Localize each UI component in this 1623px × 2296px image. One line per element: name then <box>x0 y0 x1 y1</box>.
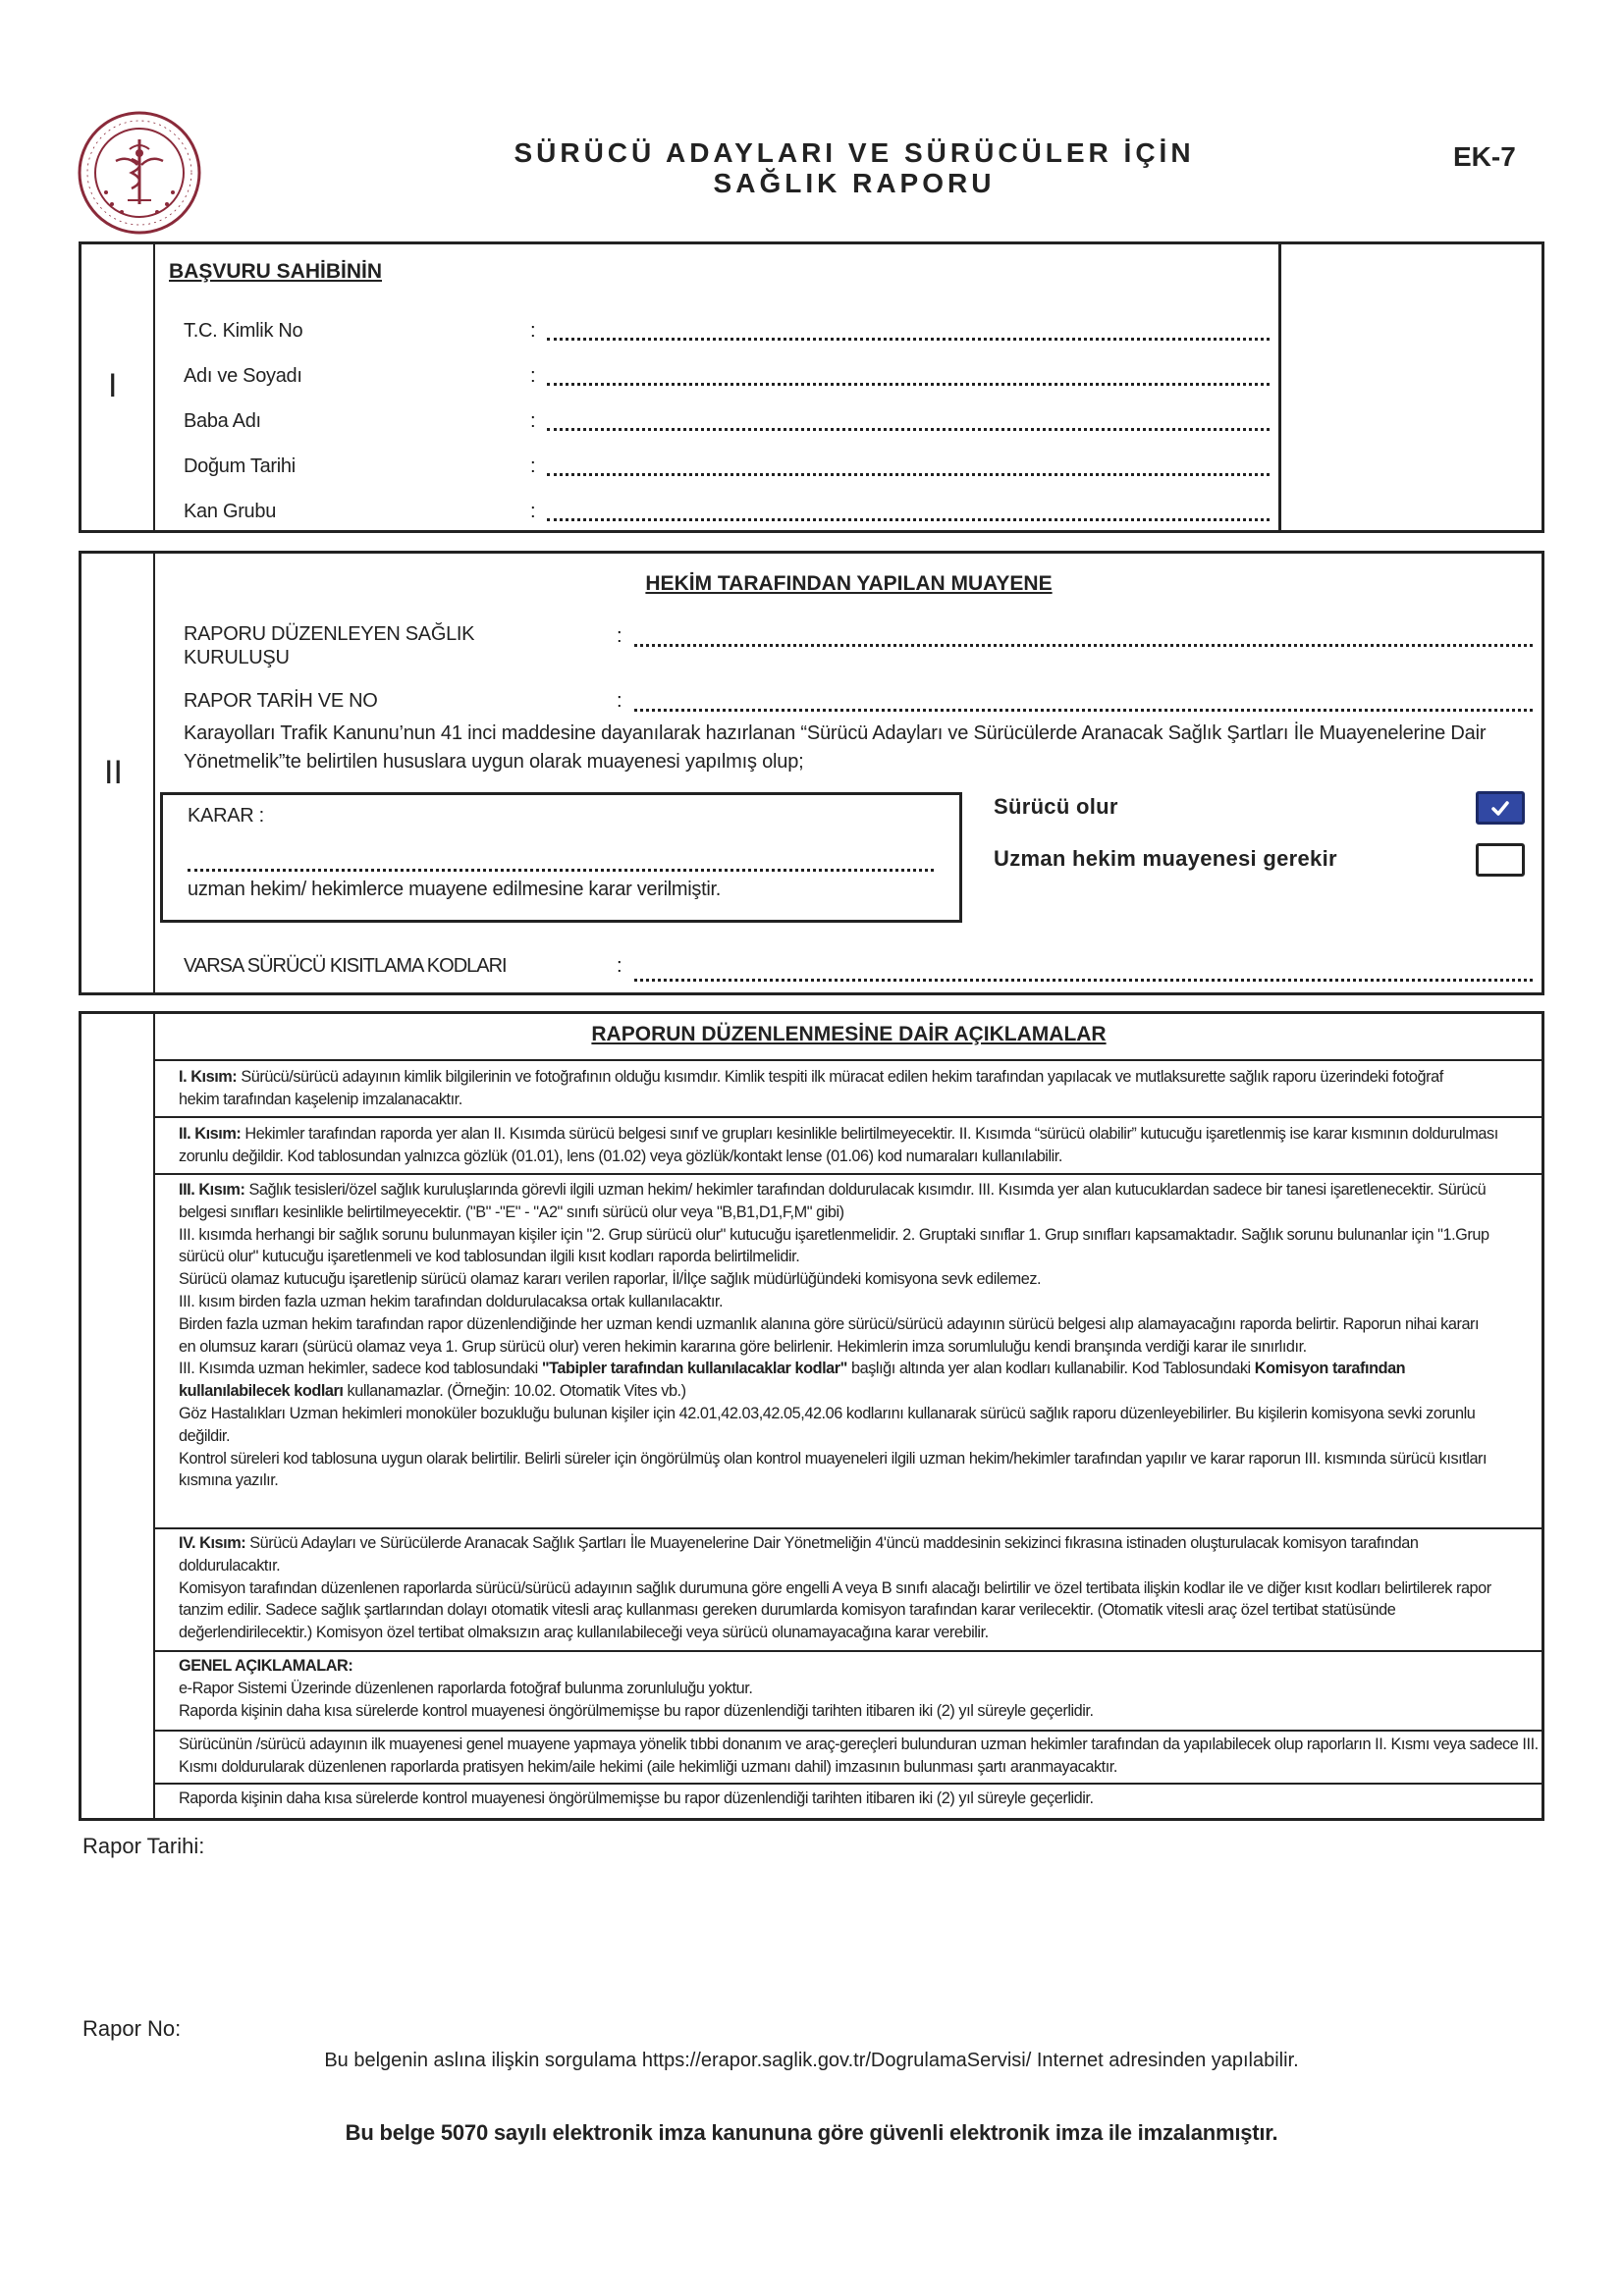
field-label-adi-soyadi: Adı ve Soyadı <box>184 365 302 387</box>
verification-note: Bu belgenin aslına ilişkin sorgulama https://erapor.saglik.gov.tr/DogrulamaServisi/ Internet adresinden yapılabilir. <box>324 2050 1299 2071</box>
row-divider <box>153 1650 1544 1652</box>
institution-colon: : <box>617 625 622 647</box>
institution-value[interactable] <box>634 644 1533 647</box>
section-3-divider <box>153 1011 155 1821</box>
section-1-divider <box>153 241 155 533</box>
row-divider <box>153 1783 1544 1785</box>
kisim-3-paragraph: Kontrol süreleri kod tablosuna uygun olarak belirtilir. Belirli süreler için öngörülmüş olan kontrol muayeneleri ilgili uzman hekim/hekimler tarafından yapılır ve karar raporun III. kısmında sürücü kısıtları kısmına yazılır. <box>179 1449 1488 1490</box>
field-label-dogum-tarihi: Doğum Tarihi <box>184 455 296 477</box>
report-date-no-colon: : <box>617 690 622 712</box>
option-uzman-hekim-checkbox[interactable] <box>1476 843 1525 877</box>
row-divider <box>153 1730 1544 1732</box>
institution-label-line-1: RAPORU DÜZENLEYEN SAĞLIK <box>184 623 475 645</box>
kisim-3-paragraph: III. Kısımda uzman hekimler, sadece kod tablosundaki "Tabipler tarafından kullanılacaklar kodlar" başlığı altında yer alan kodları kullanabilir. Kod Tablosundaki Komisyon tarafından kullanılabilecek kodları kullanamazlar. (Örneğin: 10.02. Otomatik Vites vb.) <box>179 1360 1406 1401</box>
rapor-no-label: Rapor No: <box>82 2016 182 2041</box>
kisim-4-heading: IV. Kısım: <box>179 1534 246 1552</box>
kisim-3-paragraph: Sürücü olamaz kutucuğu işaretlenip sürücü olamaz kararı verilen raporlar, İl/İlçe sağlık müdürlüğündeki komisyona sevk edilemez. <box>179 1270 1042 1289</box>
genel-heading: GENEL AÇIKLAMALAR: <box>179 1657 353 1675</box>
title-line-1: SÜRÜCÜ ADAYLARI VE SÜRÜCÜLER İÇİN <box>514 137 1195 168</box>
kisim-4-paragraph: Komisyon tarafından düzenlenen raporlarda sürücü/sürücü adayının sağlık durumuna göre engelli A veya B sınıfı alacağı belirtilir ve özel tertibata ilişkin kodlar ile ve diğer kısıt kodları belirtilerek rapor tanzim edilir. Sadece sağlık şartlarından dolayı otomatik vitesli araç kullanması gereken durumlarda komisyon tarafından karar verilecektir. (Otomatik vitesli araç özel tertibat statüsünde değerlendirilecektir.) Komisyon özel tertibat olmaksızın araç kullanılabileceği veya sürücü olunamayacağına karar verebilir. <box>179 1578 1491 1642</box>
section-1-roman: I <box>108 367 118 404</box>
explanation-last: Raporda kişinin daha kısa sürelerde kontrol muayenesi öngörülmemişse bu rapor düzenlendiği tarihten itibaren iki (2) yıl süreyle geçerlidir. <box>179 1789 1094 1807</box>
field-label-kan-grubu: Kan Grubu <box>184 501 277 522</box>
row-divider <box>153 1173 1544 1175</box>
kisim-3-paragraph: Birden fazla uzman hekim tarafından rapor düzenlendiğinde her uzman kendi uzmanlık alanına göre sürücü/sürücü adayının sürücü belgesi alıp alamayacağını raporda belirtir. Raporun nihai kararı en olumsuz kararı (sürücü olamaz veya 1. Grup sürücü olur) veren hekimin kararına göre belirlenir. Hekimlerin imza sorumluluğu kendi branşında verdiği karar ile sınırlıdır. <box>179 1314 1480 1356</box>
photo-box <box>1278 241 1544 533</box>
kisim-4-paragraph: IV. Kısım: Sürücü Adayları ve Sürücülerde Aranacak Sağlık Şartları İle Muayenelerine Dair Yönetmeliğin 4'üncü maddesinin sekizinci fıkrasına istinaden oluşturulacak komisyon tarafından doldurulacaktır. <box>179 1534 1419 1575</box>
field-colon: : <box>530 410 536 432</box>
row-divider <box>153 1059 1544 1061</box>
kisim-1-heading: I. Kısım: <box>179 1068 238 1086</box>
genel-paragraph: Raporda kişinin daha kısa sürelerde kontrol muayenesi öngörülmemişse bu rapor düzenlendiği tarihten itibaren iki (2) yıl süreyle geçerlidir. <box>179 1701 1094 1720</box>
field-colon: : <box>530 501 536 522</box>
checkmark-icon <box>1479 794 1522 822</box>
field-value-baba-adi[interactable] <box>547 428 1270 431</box>
title-line-2: SAĞLIK RAPORU <box>713 168 996 198</box>
row-divider <box>153 1116 1544 1118</box>
field-colon: : <box>530 320 536 342</box>
field-value-dogum-tarihi[interactable] <box>547 473 1270 476</box>
genel-paragraph: e-Rapor Sistemi Üzerinde düzenlenen raporlarda fotoğraf bulunma zorunluluğu yoktur. <box>179 1679 753 1697</box>
kisim-3-paragraph: III. Kısım: Sağlık tesisleri/özel sağlık kuruluşlarında görevli ilgili uzman hekim/ hekimler tarafından doldurulacak kısımdır. III. Kısımda yer alan kutucuklardan sadece bir tanesi işaretlenecektir. Sürücü belgesi sınıfları kesinlikle belirtilmeyecektir. ("B" -"E" - "A2" sınıfı sürücü olur veya "B,B1,D1,F,M" gibi) <box>179 1181 1487 1221</box>
institution-label <box>184 622 474 669</box>
report-date-no-value[interactable] <box>634 709 1533 712</box>
field-value-kan-grubu[interactable] <box>547 518 1270 521</box>
field-label-baba-adi: Baba Adı <box>184 410 261 432</box>
document-title <box>324 137 1384 198</box>
option-surucu-olur-checkbox[interactable] <box>1476 791 1525 825</box>
legal-statement: Karayolları Trafik Kanunu’nun 41 inci maddesine dayanılarak hazırlanan “Sürücü Adayları ve Sürücülerde Aranacak Sağlık Şartları İle Muayenelerine Dair Yönetmelik”te belirtilen hususlara uygun olarak muayenesi yapılmış olup; <box>184 722 1487 773</box>
institution-label-line-2: KURULUŞU <box>184 647 290 668</box>
section-2-roman: II <box>104 754 123 791</box>
option-uzman-hekim-label: Uzman hekim muayenesi gerekir <box>994 846 1337 871</box>
explanation-kisim-2: II. Kısım: Hekimler tarafından raporda yer alan II. Kısımda sürücü belgesi sınıf ve grupları kesinlikle belirtilmeyecektir. II. Kısımda “sürücü olabilir” kutucuğu işaretlenmiş ise karar kısmının doldurulması zorunlu değildir. Kod tablosundan yalnızca gözlük (01.01), lens (01.02) veya gözlük/kontakt lense (01.06) kod numaraları kullanılabilir. <box>179 1125 1498 1165</box>
karar-label: KARAR : <box>188 805 264 827</box>
field-value-tc-kimlik-no[interactable] <box>547 338 1270 341</box>
restriction-codes-label: VARSA SÜRÜCÜ KISITLAMA KODLARI <box>184 955 507 977</box>
field-label-tc-kimlik-no: T.C. Kimlik No <box>184 320 303 342</box>
kisim-3-paragraph: Göz Hastalıkları Uzman hekimleri monoküler bozukluğu bulunan kişiler için 42.01,42.03,42.05,42.06 kodlarını kullanarak sürücü sağlık raporu düzenleyebilirler. Bu kişilerin komisyona sevki zorunlu değildir. <box>179 1404 1476 1445</box>
field-colon: : <box>530 455 536 477</box>
section-3-title: RAPORUN DÜZENLENMESİNE DAİR AÇIKLAMALAR <box>591 1023 1107 1045</box>
section-2-title: HEKİM TARAFINDAN YAPILAN MUAYENE <box>645 572 1053 595</box>
e-signature-note: Bu belge 5070 sayılı elektronik imza kanununa göre güvenli elektronik imza ile imzalanmıştır. <box>345 2120 1278 2145</box>
karar-note: uzman hekim/ hekimlerce muayene edilmesine karar verilmiştir. <box>188 879 722 900</box>
section-2-divider <box>153 551 155 995</box>
field-value-adi-soyadi[interactable] <box>547 383 1270 386</box>
ministry-seal-logo <box>77 110 202 236</box>
annex-code: EK-7 <box>1453 141 1516 172</box>
kisim-3-paragraph: III. kısım birden fazla uzman hekim tarafından doldurulacaksa ortak kullanılacaktır. <box>179 1292 724 1310</box>
rapor-tarihi-label: Rapor Tarihi: <box>82 1834 205 1858</box>
field-colon: : <box>530 365 536 387</box>
section-1-title: BAŞVURU SAHİBİNİN <box>169 260 383 283</box>
explanation-kisim-3 <box>179 1179 1494 1492</box>
kisim-3-heading: III. Kısım: <box>179 1181 245 1199</box>
karar-value[interactable] <box>188 869 934 872</box>
explanation-kisim-4 <box>179 1532 1504 1644</box>
restriction-codes-value[interactable] <box>634 979 1533 982</box>
karar-box <box>160 792 962 923</box>
row-divider <box>153 1527 1544 1529</box>
explanation-kisim-1: I. Kısım: Sürücü/sürücü adayının kimlik bilgilerinin ve fotoğrafının olduğu kısımdır. Kimlik tespiti ilk müracat edilen hekim tarafından yapılacak ve mutlaksurette sağlık raporu üzerindeki fotoğraf hekim tarafından kaşelenip imzalanacaktır. <box>179 1068 1443 1108</box>
explanation-genel <box>179 1655 1504 1722</box>
explanation-note: Sürücünün /sürücü adayının ilk muayenesi genel muayene yapmaya yönelik tıbbi donanım ve araç-gereçleri bulunduran uzman hekimler tarafından da yapılabilecek olup raporların II. Kısmı veya sadece III. Kısmı doldurularak düzenlenen raporlarda pratisyen hekim/aile hekimi (aile hekimliği uzmanı dahil) imzasının bulunması şartı aranmayacaktır. <box>179 1735 1539 1776</box>
report-date-no-label: RAPOR TARİH VE NO <box>184 690 378 712</box>
restriction-codes-colon: : <box>617 955 622 977</box>
option-surucu-olur-label: Sürücü olur <box>994 794 1118 819</box>
kisim-3-paragraph: III. kısımda herhangi bir sağlık sorunu bulunmayan kişiler için "2. Grup sürücü olur" kutucuğu işaretlenmelidir. 2. Gruptaki sınıflar 1. Grup sınıfları kapsamaktadır. Sağlık sorunu bulunanlar için "1.Grup sürücü olur" kutucuğu işaretlenmeli ve kod tablosundan ilgili kısıt kodları raporda belirtilmelidir. <box>179 1225 1489 1266</box>
kisim-2-heading: II. Kısım: <box>179 1125 242 1143</box>
